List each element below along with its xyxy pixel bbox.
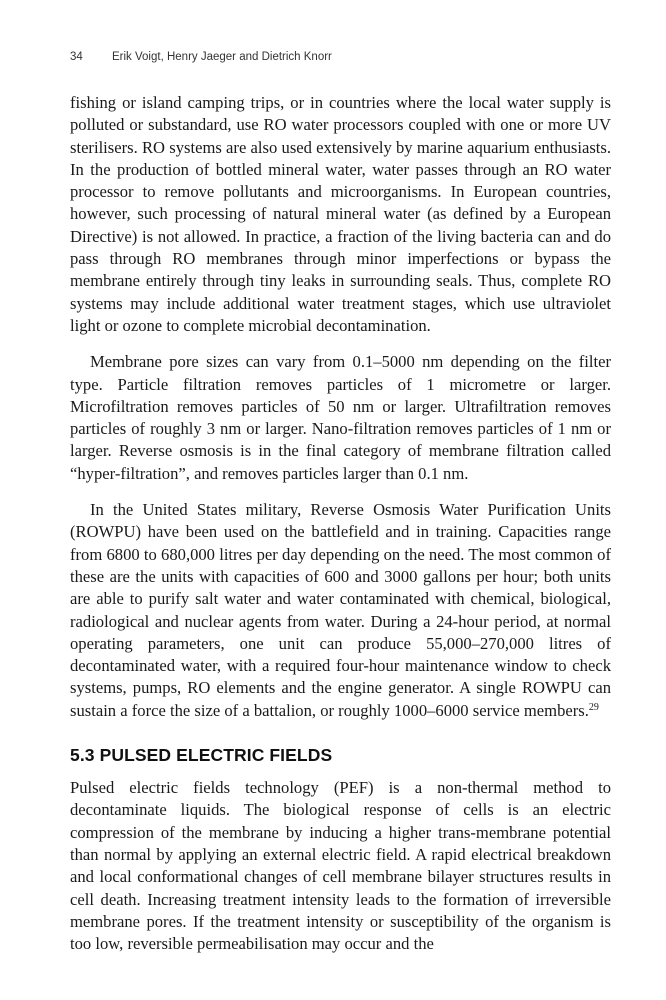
running-header — [70, 51, 332, 63]
body-text — [70, 92, 611, 955]
paragraph-membrane-pore-sizes: Membrane pore sizes can vary from 0.1–5000 nm depending on the filter type. Particle filtration removes particles of 1 micrometre or larger. Microfiltration removes particles of 50 nm or larger. Ultrafiltration removes particles of roughly 3 nm or larger. Nano-filtration removes particles of 1 nm or larger. Reverse osmosis is in the final category of membrane filtration called “hyper-filtration”, and removes particles larger than 0.1 nm. — [70, 352, 611, 483]
paragraph-rowpu — [70, 499, 611, 722]
page-number: 34 — [70, 51, 83, 63]
section-heading: 5.3 PULSED ELECTRIC FIELDS — [70, 745, 333, 766]
paragraph-rowpu-text: In the United States military, Reverse Osmosis Water Purification Units (ROWPU) have been used on the battlefield and in training. Capacities range from 6800 to 680,000 litres per day depending on the need. The most common of these are the units with capacities of 600 and 3000 gallons per hour; both units are able to purify salt water and water contaminated with chemical, biological, radiological and nuclear agents from water. During a 24-hour period, at normal operating parameters, one unit can produce 55,000–270,000 litres of decontaminated water, with a required four-hour maintenance window to check systems, pumps, RO elements and the engine generator. A single ROWPU can sustain a force the size of a battalion, or roughly 1000–6000 service members. — [70, 500, 611, 720]
header-authors: Erik Voigt, Henry Jaeger and Dietrich Knorr — [112, 51, 332, 63]
paragraph-continuation: fishing or island camping trips, or in countries where the local water supply is polluted or substandard, use RO water processors coupled with one or more UV sterilisers. RO systems are also used extensively by marine aquarium enthusiasts. In the production of bottled mineral water, water passes through an RO water processor to remove pollutants and microorganisms. In European countries, however, such processing of natural mineral water (as defined by a European Directive) is not allowed. In practice, a fraction of the living bacteria can and do pass through RO membranes through minor imperfections or bypass the membrane entirely through tiny leaks in surrounding seals. Thus, complete RO systems may include additional water treatment stages, which use ultraviolet light or ozone to complete microbial decontamination. — [70, 93, 611, 335]
footnote-reference: 29 — [588, 701, 599, 713]
paragraph-pef: Pulsed electric fields technology (PEF) is a non-thermal method to decontaminate liquids. The biological response of cells is an electric compression of the membrane by inducing a higher trans-membrane potential than normal by applying an external electric field. A rapid electrical breakdown and local conformational changes of cell membrane bilayer structures results in cell death. Increasing treatment intensity leads to the formation of irreversible membrane pores. If the treatment intensity or susceptibility of the organism is too low, reversible permeabilisation may occur and the — [70, 778, 611, 954]
